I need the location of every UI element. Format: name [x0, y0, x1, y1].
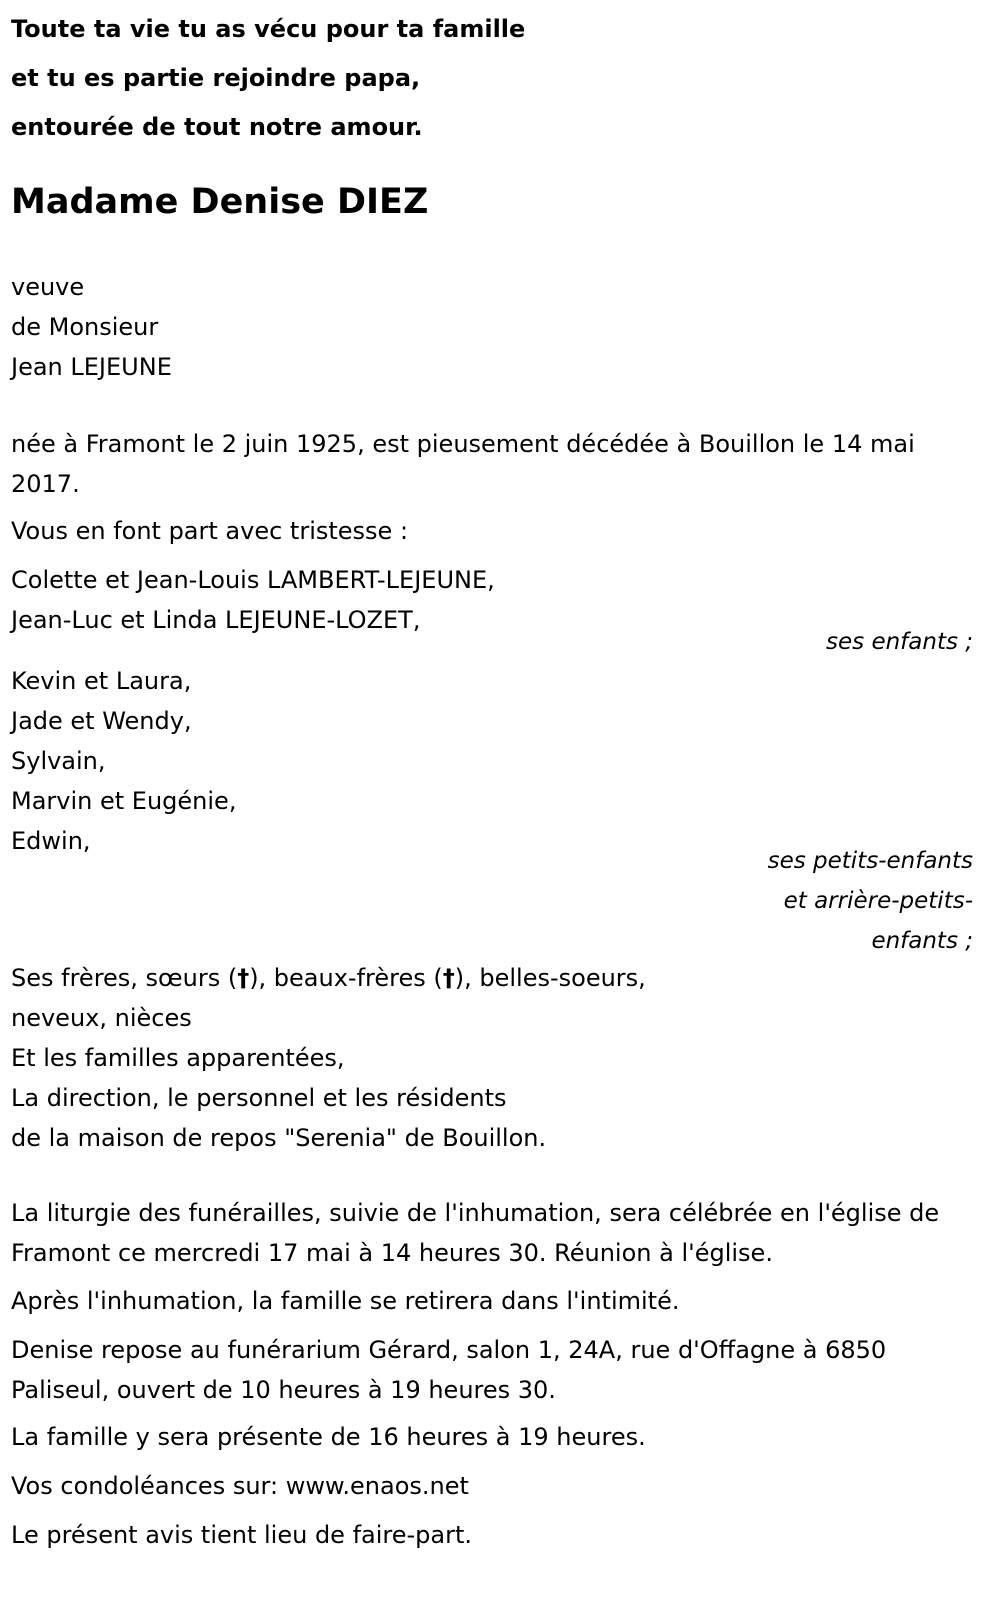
family-line: neveux, nièces [11, 1004, 192, 1032]
grandchild-name: Sylvain, [11, 747, 106, 775]
grandchildren-role-line: ses petits-enfants [767, 848, 973, 874]
condolences: Vos condoléances sur: www.enaos.net [11, 1472, 469, 1500]
family-line: La direction, le personnel et les résidents [11, 1084, 507, 1112]
grandchildren-role [768, 841, 973, 961]
birth-death-statement: née à Framont le 2 juin 1925, est pieusement décédée à Bouillon le 14 mai 2017. [11, 430, 915, 498]
grandchild-name: Edwin, [11, 827, 91, 855]
siblings-text: Ses frères, sœurs ( [11, 964, 238, 992]
family-line: de la maison de repos "Serenia" de Bouillon. [11, 1124, 547, 1152]
children-role: ses enfants ; [826, 629, 973, 655]
extended-family [11, 958, 646, 1158]
family-presence: La famille y sera présente de 16 heures à 19 heures. [11, 1423, 646, 1451]
notice-statement: Le présent avis tient lieu de faire-part. [11, 1521, 473, 1549]
cross-icon: † [442, 964, 455, 992]
widow-of [11, 267, 172, 387]
family-line: Et les familles apparentées, [11, 1044, 345, 1072]
funeral-liturgy: La liturgie des funérailles, suivie de l'inhumation, sera célébrée en l'église de Framont ce mercredi 17 mai à 14 heures 30. Réunion à l'église. [11, 1199, 940, 1267]
epigraph [11, 5, 525, 152]
grandchildren-list [11, 661, 236, 861]
siblings-text: ), beaux-frères ( [249, 964, 443, 992]
epigraph-line: entourée de tout notre amour. [11, 113, 423, 141]
widow-line: veuve [11, 273, 85, 301]
grandchildren-role-line: enfants ; [871, 928, 973, 954]
grandchild-name: Jade et Wendy, [11, 707, 192, 735]
siblings-line [11, 958, 646, 998]
grandchildren-role-line: et arrière-petits- [783, 888, 973, 914]
rest-place: Denise repose au funérarium Gérard, salon 1, 24A, rue d'Offagne à 6850 Paliseul, ouvert de 10 heures à 19 heures 30. [11, 1336, 887, 1404]
epigraph-line: et tu es partie rejoindre papa, [11, 64, 421, 92]
widow-line: Jean LEJEUNE [11, 353, 172, 381]
siblings-text: ), belles-soeurs, [454, 964, 646, 992]
grandchild-name: Kevin et Laura, [11, 667, 192, 695]
child-name: Jean-Luc et Linda LEJEUNE-LOZET, [11, 606, 421, 634]
cross-icon: † [237, 964, 250, 992]
announce-intro: Vous en font part avec tristesse : [11, 517, 409, 545]
children-list [11, 560, 495, 640]
epigraph-line: Toute ta vie tu as vécu pour ta famille [11, 15, 526, 43]
after-burial: Après l'inhumation, la famille se retirera dans l'intimité. [11, 1287, 680, 1315]
grandchild-name: Marvin et Eugénie, [11, 787, 237, 815]
deceased-name: Madame Denise DIEZ [11, 182, 429, 222]
child-name: Colette et Jean-Louis LAMBERT-LEJEUNE, [11, 566, 495, 594]
widow-line: de Monsieur [11, 313, 159, 341]
